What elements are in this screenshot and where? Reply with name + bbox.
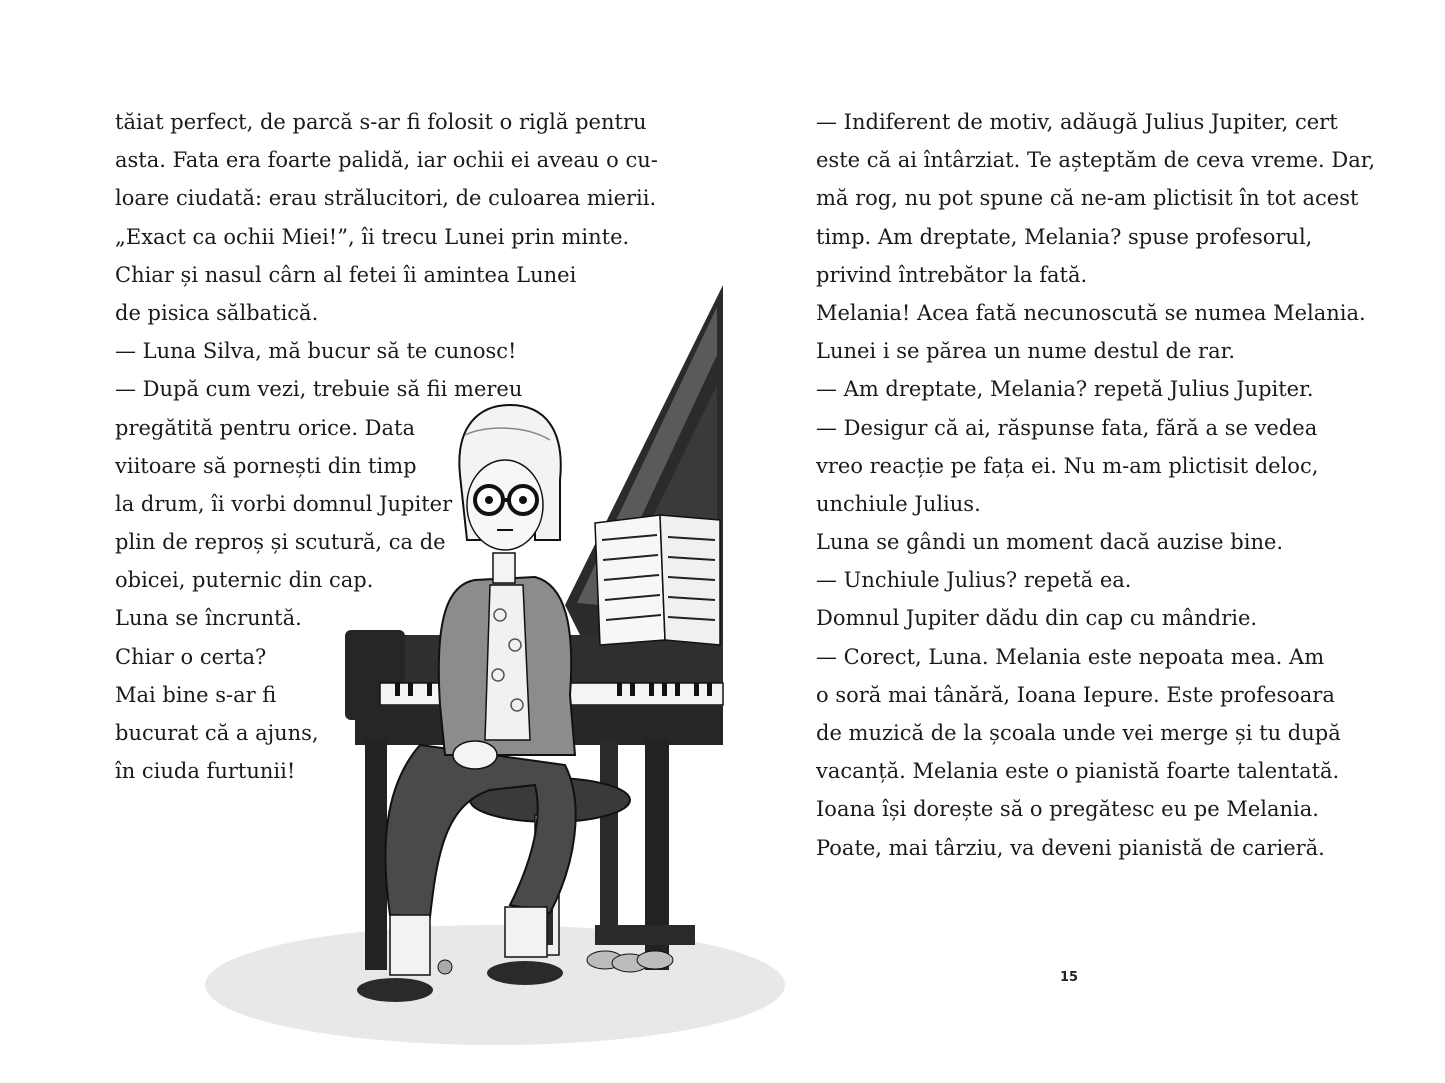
text-line: — Indiferent de motiv, adăugă Julius Jupiter, cert: [816, 110, 1338, 134]
text-line: Poate, mai târziu, va deveni pianistă de carieră.: [816, 835, 1325, 860]
piano-pedal: [637, 951, 673, 969]
sheet-music: [595, 515, 720, 645]
text-line: — Am dreptate, Melania? repetă Julius Jupiter.: [816, 377, 1314, 402]
text-line: de pisica sălbatică.: [115, 300, 319, 325]
text-line: mă rog, nu pot spune că ne-am plictisit în tot acest: [816, 186, 1359, 211]
text-line: de muzică de la școala unde vei merge și tu după: [816, 721, 1341, 745]
girl-shoe: [357, 978, 433, 1002]
girl-shoe: [487, 961, 563, 985]
text-line: tăiat perfect, de parcă s-ar fi folosit o riglă pentru: [115, 110, 647, 134]
text-line: Lunei i se părea un nume destul de rar.: [816, 339, 1236, 364]
text-line: Chiar o certa?: [115, 644, 267, 669]
text-line: — Corect, Luna. Melania este nepoata mea. Am: [816, 644, 1325, 669]
text-line: este că ai întârziat. Te așteptăm de ceva vreme. Dar,: [816, 148, 1376, 173]
text-line: Luna se încruntă.: [115, 606, 302, 631]
text-line: la drum, îi vorbi domnul Jupiter: [115, 491, 453, 516]
text-line: Luna se gândi un moment dacă auzise bine.: [816, 530, 1284, 555]
text-line: bucurat că a ajuns,: [115, 721, 319, 745]
text-line: — După cum vezi, trebuie să fii mereu: [115, 377, 523, 402]
text-line: timp. Am dreptate, Melania? spuse profesorul,: [816, 224, 1313, 249]
girl-legs: [385, 745, 575, 917]
text-line: Domnul Jupiter dădu din cap cu mândrie.: [816, 606, 1258, 631]
text-line: o soră mai tânără, Ioana Iepure. Este profesoara: [816, 682, 1335, 707]
text-line: obicei, puternic din cap.: [115, 568, 374, 593]
text-line: vreo reacție pe fața ei. Nu m-am plictisit deloc,: [816, 453, 1319, 478]
floor-shadow: [205, 925, 785, 1045]
text-line: Ioana își dorește să o pregătesc eu pe Melania.: [816, 797, 1319, 822]
text-line: asta. Fata era foarte palidă, iar ochii ei aveau o cu-: [115, 148, 658, 173]
text-line: în ciuda furtunii!: [115, 759, 296, 784]
right-page-text: [816, 103, 1375, 867]
girl-at-piano-illustration: [205, 285, 795, 1045]
text-line: pregătită pentru orice. Data: [115, 415, 415, 440]
text-line: viitoare să pornești din timp: [115, 453, 417, 478]
piano-leg: [365, 740, 387, 970]
text-line: vacanță. Melania este o pianistă foarte talentată.: [816, 759, 1340, 784]
right-page: [722, 0, 1445, 1083]
text-line: plin de reproș și scutură, ca de: [115, 530, 446, 555]
girl-blouse: [485, 585, 530, 740]
text-line: privind întrebător la fată.: [816, 262, 1088, 287]
text-line: unchiule Julius.: [816, 491, 981, 516]
text-line: Mai bine s-ar fi: [115, 682, 277, 707]
text-line: — Luna Silva, mă bucur să te cunosc!: [115, 339, 517, 364]
text-line: Chiar și nasul cârn al fetei îi amintea Lunei: [115, 262, 577, 287]
page-number: 15: [1060, 970, 1079, 985]
text-line: — Unchiule Julius? repetă ea.: [816, 568, 1132, 593]
text-line: loare ciudată: erau strălucitori, de culoarea mierii.: [115, 186, 657, 211]
text-line: Melania! Acea fată necunoscută se numea Melania.: [816, 300, 1366, 325]
text-line: „Exact ca ochii Miei!”, îi trecu Lunei prin minte.: [115, 224, 630, 249]
text-line: — Desigur că ai, răspunse fata, fără a se vedea: [816, 415, 1318, 440]
girl-hands: [453, 741, 497, 769]
